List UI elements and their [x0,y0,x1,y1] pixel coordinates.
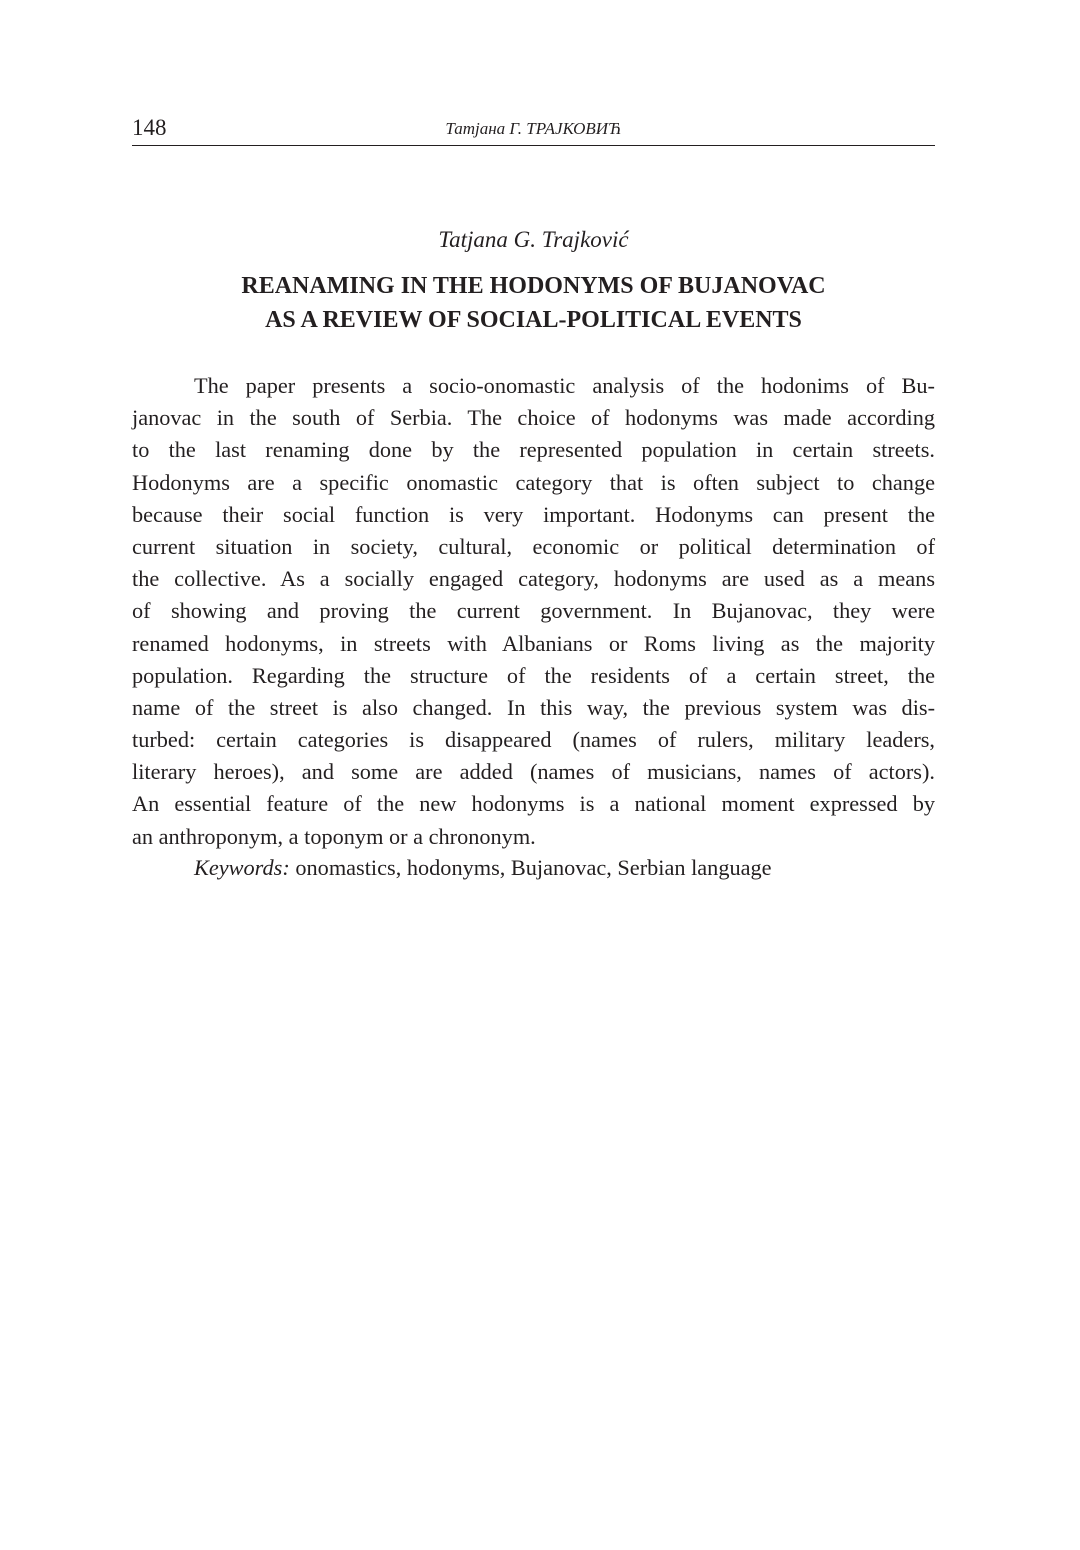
abstract-line: Hodonyms are a specific onomastic category that is often subject to change [132,469,935,495]
page-number: 148 [132,115,167,140]
abstract-line: of showing and proving the current government. In Bujanovac, they were [132,598,935,624]
abstract-line: because their social function is very important. Hodonyms can present the [132,501,935,527]
keywords-label: Keywords: [194,855,290,880]
abstract-line: to the last renaming done by the represented population in certain streets. [132,437,935,463]
header-rule [132,145,935,146]
abstract-line: janovac in the south of Serbia. The choice of hodonyms was made according [132,405,935,431]
abstract-line: renamed hodonyms, in streets with Albanians or Roms living as the majority [132,630,935,656]
keywords [194,852,772,884]
abstract-line: turbed: certain categories is disappeared (names of rulers, military leaders, [132,727,935,753]
abstract-line: The paper presents a socio-onomastic analysis of the hodonims of Bu- [194,373,935,398]
title-line: REANAMING IN THE HODONYMS OF BUJANOVAC [241,273,826,299]
keywords-text: onomastics, hodonyms, Bujanovac, Serbian language [289,855,772,880]
abstract-line: population. Regarding the structure of the residents of a certain street, the [132,662,935,688]
abstract-line: literary heroes), and some are added (names of musicians, names of actors). [132,759,935,785]
author-name: Tatjana G. Trajković [438,227,629,252]
abstract-line: name of the street is also changed. In this way, the previous system was dis- [132,694,935,720]
title-line: AS A REVIEW OF SOCIAL-POLITICAL EVENTS [265,307,802,333]
abstract [132,370,935,853]
article-title [132,269,935,337]
abstract-line: An essential feature of the new hodonyms is a national moment expressed by [132,791,935,817]
abstract-line: current situation in society, cultural, economic or political determination of [132,533,935,559]
abstract-line: an anthroponym, a toponym or a chrononym. [132,823,536,849]
abstract-line: the collective. As a socially engaged category, hodonyms are used as a means [132,566,935,592]
running-head: Татјана Г. ТРАЈКОВИЋ [445,119,622,138]
